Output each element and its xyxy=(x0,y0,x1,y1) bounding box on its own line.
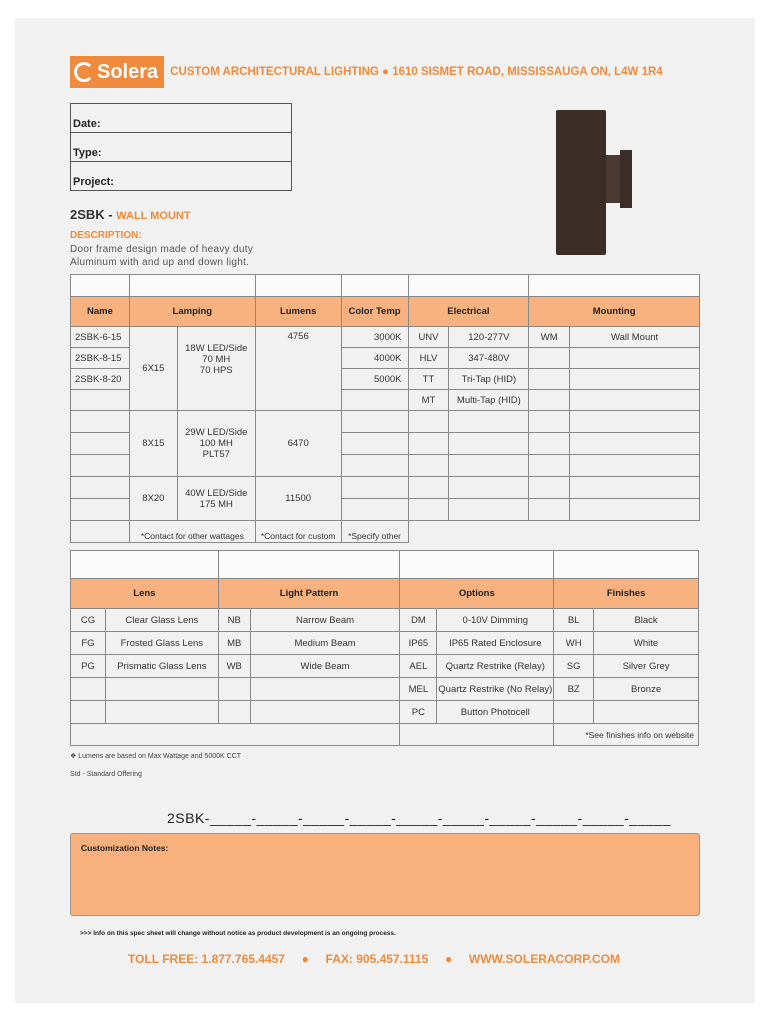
name-cell: 2SBK-8-20 xyxy=(71,369,130,390)
electrical-code: UNV xyxy=(408,327,449,348)
lens-code: FG xyxy=(71,632,106,655)
std-note: Std - Standard Offering xyxy=(70,771,142,778)
fixture-image xyxy=(556,110,606,255)
footnote-wattage: *Contact for other wattages xyxy=(129,521,255,543)
lamp-desc-b: 29W LED/Side 100 MH PLT57 xyxy=(177,411,255,477)
col-electrical: Electrical xyxy=(408,297,529,327)
lens-value: Clear Glass Lens xyxy=(105,609,218,632)
col-lamping: Lamping xyxy=(129,297,255,327)
project-info-table xyxy=(70,103,292,191)
mounting-code: WM xyxy=(529,327,570,348)
product-title: 2SBK - WALL MOUNT xyxy=(70,207,191,222)
electrical-value: Tri-Tap (HID) xyxy=(449,369,529,390)
lumens-a: 4756 xyxy=(255,327,341,411)
option-value: Button Photocell xyxy=(437,701,554,724)
lamp-desc-a: 18W LED/Side 70 MH 70 HPS xyxy=(177,327,255,411)
name-cell: 2SBK-6-15 xyxy=(71,327,130,348)
lumens-b: 6470 xyxy=(255,411,341,477)
finish-code: SG xyxy=(554,655,594,678)
col-name: Name xyxy=(71,297,130,327)
lamp-size-a: 6X15 xyxy=(129,327,177,411)
option-code: AEL xyxy=(400,655,437,678)
lens-code: CG xyxy=(71,609,106,632)
options-table xyxy=(70,550,699,746)
electrical-code: MT xyxy=(408,390,449,411)
electrical-value: Multi-Tap (HID) xyxy=(449,390,529,411)
solera-logo: Solera xyxy=(70,56,164,88)
date-field[interactable]: Date: xyxy=(71,104,292,133)
order-code: 2SBK-_____-_____-_____-_____-_____-_____-_____-_____-_____-_____ xyxy=(167,810,671,826)
finish-value: Bronze xyxy=(594,678,699,701)
name-cell: 2SBK-8-15 xyxy=(71,348,130,369)
lamp-size-c: 8X20 xyxy=(129,477,177,521)
customization-notes-box[interactable] xyxy=(70,833,700,916)
electrical-code: HLV xyxy=(408,348,449,369)
disclaimer: >>> Info on this spec sheet will change without notice as product development is an ongoing process. xyxy=(80,930,396,937)
lamp-desc-c: 40W LED/Side 175 MH xyxy=(177,477,255,521)
color-temp-cell: 4000K xyxy=(341,348,408,369)
lumens-note: ❖ Lumens are based on Max Wattage and 5000K CCT xyxy=(70,753,241,760)
lamp-size-b: 8X15 xyxy=(129,411,177,477)
option-value: Quartz Restrike (Relay) xyxy=(437,655,554,678)
pattern-value: Medium Beam xyxy=(250,632,400,655)
footer-contact: TOLL FREE: 1.877.765.4457 ● FAX: 905.457.1115 ● WWW.SOLERACORP.COM xyxy=(128,952,621,966)
option-code: DM xyxy=(400,609,437,632)
electrical-value: 347-480V xyxy=(449,348,529,369)
fixture-plate xyxy=(620,150,632,208)
description-heading: DESCRIPTION: xyxy=(70,230,142,241)
lens-value: Prismatic Glass Lens xyxy=(105,655,218,678)
pattern-code: NB xyxy=(218,609,250,632)
option-code: IP65 xyxy=(400,632,437,655)
description-text: Door frame design made of heavy duty Aluminum with and up and down light. xyxy=(70,244,254,268)
col-lumens: Lumens xyxy=(255,297,341,327)
lens-code: PG xyxy=(71,655,106,678)
option-value: 0-10V Dimming xyxy=(437,609,554,632)
option-value: IP65 Rated Enclosure xyxy=(437,632,554,655)
footnote-custom: *Contact for custom xyxy=(255,521,341,543)
header xyxy=(70,56,663,88)
company-line: CUSTOM ARCHITECTURAL LIGHTING ● 1610 SISMET ROAD, MISSISSAUGA ON, L4W 1R4 xyxy=(170,66,663,78)
fixture-bracket xyxy=(606,155,620,203)
finish-code: WH xyxy=(554,632,594,655)
pattern-code: WB xyxy=(218,655,250,678)
option-code: MEL xyxy=(400,678,437,701)
pattern-value: Narrow Beam xyxy=(250,609,400,632)
finish-value: Silver Grey xyxy=(594,655,699,678)
pattern-code: MB xyxy=(218,632,250,655)
pattern-value: Wide Beam xyxy=(250,655,400,678)
electrical-value: 120-277V xyxy=(449,327,529,348)
footnote-other: *Specify other xyxy=(341,521,408,543)
col-lens: Lens xyxy=(71,579,219,609)
type-field[interactable]: Type: xyxy=(71,133,292,162)
customization-label: Customization Notes: xyxy=(81,843,169,853)
finish-code: BL xyxy=(554,609,594,632)
col-color-temp: Color Temp xyxy=(341,297,408,327)
option-value: Quartz Restrike (No Relay) xyxy=(437,678,554,701)
color-temp-cell: 3000K xyxy=(341,327,408,348)
col-options: Options xyxy=(400,579,554,609)
mounting-value: Wall Mount xyxy=(570,327,700,348)
finish-value: Black xyxy=(594,609,699,632)
electrical-code: TT xyxy=(408,369,449,390)
col-light-pattern: Light Pattern xyxy=(218,579,400,609)
spec-table xyxy=(70,274,700,543)
col-mounting: Mounting xyxy=(529,297,700,327)
finish-note: *See finishes info on website xyxy=(554,724,699,746)
lumens-c: 11500 xyxy=(255,477,341,521)
sun-icon xyxy=(74,62,94,82)
finish-code: BZ xyxy=(554,678,594,701)
color-temp-cell: 5000K xyxy=(341,369,408,390)
finish-value: White xyxy=(594,632,699,655)
col-finishes: Finishes xyxy=(554,579,699,609)
project-field[interactable]: Project: xyxy=(71,162,292,191)
option-code: PC xyxy=(400,701,437,724)
lens-value: Frosted Glass Lens xyxy=(105,632,218,655)
